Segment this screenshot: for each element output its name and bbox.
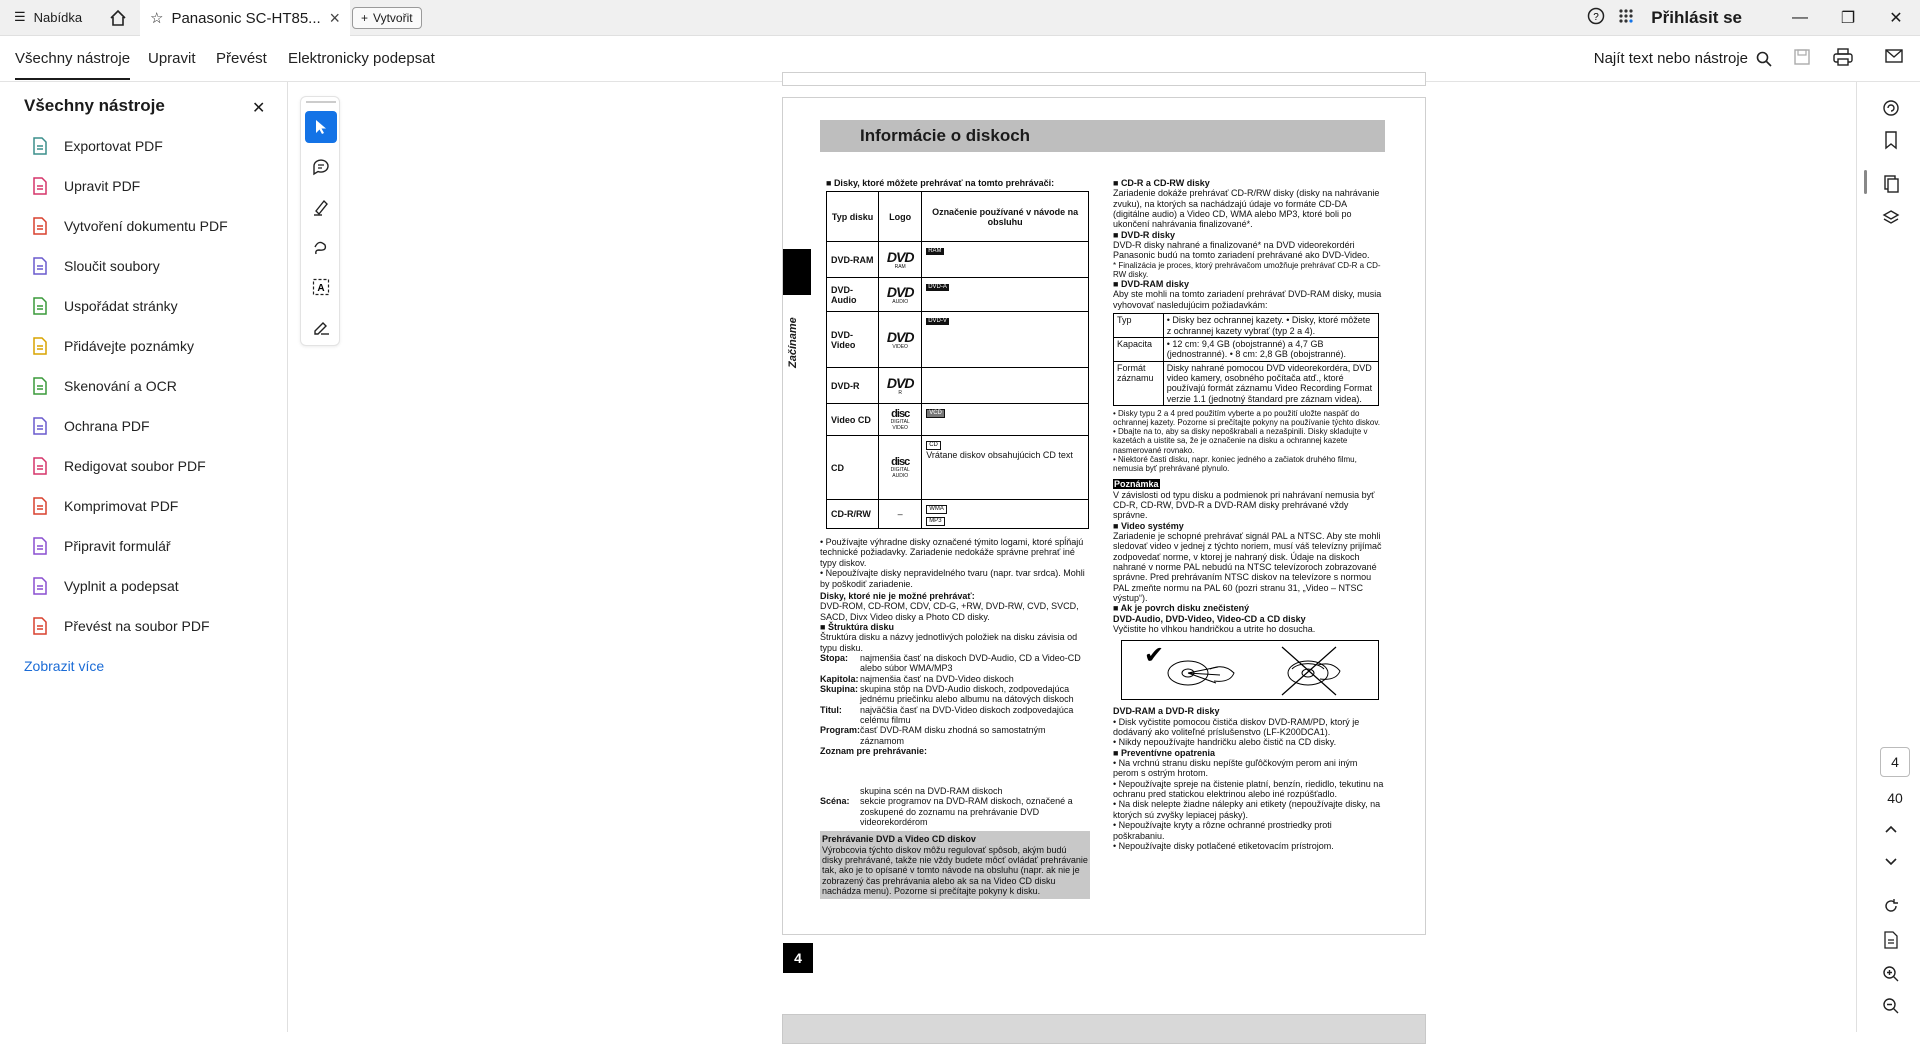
tool-label: Připravit formulář <box>64 538 171 554</box>
logo-text: DVD <box>886 328 914 345</box>
definition-term: Scéna: <box>820 796 850 807</box>
tool-label: Přidávejte poznámky <box>64 338 194 354</box>
list-item: • Nepoužívajte disky potlačené etiketovacím prístrojom. <box>1113 840 1334 851</box>
tool-compress-pdf[interactable] <box>30 486 228 526</box>
scrollbar-thumb[interactable] <box>1864 170 1867 194</box>
list-item: • Disk vyčistite pomocou čističa diskov DVD-RAM/PD, ktorý je dodávaný ako voliteľné príslušenstvo (LF-K200DCA1). <box>1113 716 1360 738</box>
logo-text: DVD <box>886 283 914 300</box>
list-item: • Používajte výhradne disky označené týmito logami, ktoré spĺňajú technické požiadavky. Zariadenie nedokáže správne prehrať iné typy diskov. <box>820 537 1084 568</box>
bullet-text: Disky typu 2 a 4 pred použitím vyberte a po použití uložte naspäť do ochrannej kazety. Pozorne si prečítajte pokyny na používanie týchto diskov. <box>1113 408 1380 428</box>
create-label: Vytvořit <box>373 11 413 25</box>
hamburger-icon: ☰ <box>14 9 26 24</box>
close-panel-icon[interactable]: ✕ <box>252 100 266 117</box>
definition-item <box>820 684 1090 705</box>
dirty-subheading: DVD-Audio, DVD-Video, Video-CD a CD disky <box>1113 613 1306 624</box>
close-tab-icon[interactable]: × <box>329 7 340 28</box>
logo-sub: RAM <box>894 264 906 271</box>
apps-icon[interactable] <box>1611 8 1641 29</box>
req-key: Formát záznamu <box>1114 361 1164 405</box>
definition-term: Stopa: <box>820 652 848 663</box>
scroll-up-icon[interactable] <box>1879 817 1903 841</box>
bullet-text: Nikdy nepoužívajte handričku alebo čistič na CD disky. <box>1118 737 1337 748</box>
disc-type: CD-R/RW <box>827 500 879 529</box>
dirty-text: Vyčistite ho vlhkou handričkou a utrite ho dosucha. <box>1113 624 1316 635</box>
tool-label: Upravit PDF <box>64 178 141 194</box>
definition-desc: najmenšia časť na DVD-Video diskoch <box>860 673 1014 684</box>
mark-badge: DVD-V <box>928 318 947 325</box>
list-item: • Nepoužívajte kryty a rôzne ochranné prostriedky proti poškrabaniu. <box>1113 820 1332 841</box>
definition-item <box>820 746 1090 796</box>
tool-label: Skenování a OCR <box>64 378 177 394</box>
fill-sign-icon <box>30 576 50 596</box>
requirements-table <box>1113 313 1379 406</box>
col-header: Typ disku <box>827 192 879 242</box>
disc-type: DVD-Audio <box>827 278 879 312</box>
req-value: • 12 cm: 9,4 GB (obojstranné) a 4,7 GB (jednostranné). • 8 cm: 2,8 GB (obojstranné). <box>1163 337 1378 361</box>
next-page-edge <box>782 1014 1426 1044</box>
tool-label: Vyplnit a podepsat <box>64 578 179 594</box>
prepare-form-icon <box>30 536 50 556</box>
help-icon[interactable] <box>1581 7 1611 30</box>
right-rail <box>1856 82 1920 1032</box>
table-row <box>827 404 1089 436</box>
tool-create-pdf[interactable] <box>30 206 228 246</box>
tools-panel-title: Všechny nástroje <box>24 96 165 115</box>
bullet-text: Niektoré časti disku, napr. koniec jedného a začiatok druhého filmu, nemusia byť prehrávané plynulo. <box>1113 454 1357 474</box>
comment-icon <box>30 336 50 356</box>
mark-badge: WMA <box>926 505 947 514</box>
col-header: Označenie používané v návode na obsluhu <box>922 192 1089 242</box>
tab-e-sign[interactable]: Elektronicky podepsat <box>288 50 435 67</box>
highlight-tool-icon[interactable] <box>305 191 337 223</box>
save-icon[interactable] <box>1793 48 1811 71</box>
tool-organize-pages[interactable] <box>30 286 228 326</box>
bullet-text: Používajte výhradne disky označené týmito logami, ktoré spĺňajú technické požiadavky. Zariadenie nedokáže správne prehrať iné typy diskov. <box>820 537 1084 568</box>
create-button[interactable] <box>352 7 422 29</box>
definition-desc: sekcie programov na DVD-RAM diskoch, označené a zoskupené do zoznamu na prehrávanie DVD videorekordérom <box>860 796 1073 828</box>
dvdr-heading: ■ DVD-R disky <box>1113 230 1385 240</box>
tool-label: Uspořádat stránky <box>64 298 178 314</box>
box-text: Výrobcovia týchto diskov môžu regulovať spôsob, akým budú disky prehrávané, takže nie vždy budete môcť ovládať prehrávanie tak, ako je to opísané v tomto návode na obsluhu (napr. ak nie je zobrazený čas prehrávania alebo ak sa na Video CD disku nachádza menu). Pozorne si prečítajte pokyny k disku. <box>822 844 1088 897</box>
playable-heading: ■ Disky, ktoré môžete prehrávať na tomto prehrávači: <box>826 178 1090 188</box>
bullet-text: Nepoužívajte disky potlačené etiketovacím prístrojom. <box>1118 840 1334 851</box>
tool-label: Exportovat PDF <box>64 138 163 154</box>
logo-text: DVD <box>886 248 914 265</box>
definition-list <box>820 653 1090 827</box>
logo-text: disc <box>891 455 910 468</box>
list-item: • Na disk nelepte žiadne nálepky ani etikety (nepoužívajte disky, na ktorých sú zvyšky lepiacej pásky). <box>1113 799 1381 820</box>
menu-label: Nabídka <box>33 9 83 25</box>
plus-icon: + <box>361 11 369 25</box>
show-more-link[interactable]: Zobrazit více <box>24 658 105 674</box>
tool-label: Ochrana PDF <box>64 418 150 434</box>
list-item: • Dbajte na to, aby sa disky nepoškrabali a nezašpinili. Disky skladujte v kazetách a uistite sa, že je označenie na disku a ochrannej kazete nasmerované rovnako. <box>1113 427 1368 455</box>
list-item: • Nepoužívajte spreje na čistenie platní, benzín, riedidlo, tekutinu na ochranu pred statickou elektrinou alebo iné rozpúšťadlo. <box>1113 778 1384 800</box>
table-row <box>1114 337 1379 361</box>
logo-sub: R <box>898 390 902 397</box>
title-bar <box>0 0 1920 36</box>
table-row <box>827 242 1089 278</box>
table-row <box>827 312 1089 368</box>
svg-text:A: A <box>317 283 325 294</box>
disc-type: DVD-Video <box>827 312 879 368</box>
comment-tool-icon[interactable] <box>305 151 337 183</box>
definition-term: Program: <box>820 725 861 736</box>
document-viewer <box>289 82 1856 1032</box>
scroll-down-icon[interactable] <box>1879 850 1903 874</box>
dvd-logo <box>879 278 922 312</box>
page-fit-icon[interactable] <box>1879 928 1903 952</box>
logo-sub: DIGITAL AUDIO <box>890 467 910 480</box>
cdr-heading: ■ CD-R a CD-RW disky <box>1113 178 1385 188</box>
find-tools[interactable] <box>1594 50 1772 67</box>
tool-list <box>30 126 228 646</box>
tool-label: Převést na soubor PDF <box>64 618 210 634</box>
note-label: Poznámka <box>1114 479 1159 490</box>
dvdram-heading: ■ DVD-RAM disky <box>1113 279 1385 289</box>
svg-text:?: ? <box>1593 11 1600 23</box>
ai-assistant-icon[interactable] <box>1879 96 1903 120</box>
disc-type: DVD-RAM <box>827 242 879 278</box>
redact-icon <box>30 456 50 476</box>
definition-term: Skupina: <box>820 683 859 694</box>
compact-disc-logo <box>879 436 922 500</box>
tab-title: Panasonic SC-HT85... <box>171 9 321 27</box>
precautions-heading: ■ Preventívne opatrenia <box>1113 748 1385 758</box>
zoom-in-icon[interactable] <box>1879 962 1903 986</box>
dirty-heading: ■ Ak je povrch disku znečistený <box>1113 603 1385 613</box>
sign-tool-icon[interactable] <box>305 311 337 343</box>
playback-note-box <box>820 831 1090 899</box>
draw-tool-icon[interactable] <box>305 231 337 263</box>
table-row <box>827 436 1089 500</box>
table-row <box>827 500 1089 529</box>
sign-in-button[interactable]: Přihlásit se <box>1651 8 1742 27</box>
table-row <box>1114 361 1379 405</box>
section-side-label: Začíname <box>787 317 799 368</box>
svg-text:✔: ✔ <box>1144 641 1165 670</box>
disc-cleaning-illustration <box>1121 640 1379 700</box>
page-heading: Informácie o diskoch <box>820 120 1385 152</box>
bullet-text: Nepoužívajte kryty a rôzne ochranné prostriedky proti poškrabaniu. <box>1113 820 1332 841</box>
select-tool-icon[interactable] <box>305 111 337 143</box>
total-pages: 40 <box>1887 790 1903 806</box>
logo-text: DVD <box>886 374 914 391</box>
logo-text: – <box>879 500 922 529</box>
tool-label: Komprimovat PDF <box>64 498 179 514</box>
dvd-logo <box>879 242 922 278</box>
compress-pdf-icon <box>30 496 50 516</box>
req-value: Disky nahrané pomocou DVD videorekordéra, DVD video kamery, osobného počítača atď., ktoré používajú formát záznamu Video Recording Format verzie 1.1 (jednotný štandard pre záznam videa). <box>1163 361 1378 405</box>
not-playable-text: DVD-ROM, CD-ROM, CDV, CD-G, +RW, DVD-RW, CVD, SVCD, SACD, Divx Video disky a Photo CD disky. <box>820 601 1079 622</box>
pdf-page <box>782 97 1426 966</box>
tool-fill-sign[interactable] <box>30 566 228 606</box>
tool-label: Redigovat soubor PDF <box>64 458 206 474</box>
dvdram-text: Aby ste mohli na tomto zariadení prehrávať DVD-RAM disky, musia vyhovovať nasledujúcim požiadavkám: <box>1113 289 1382 310</box>
definition-item <box>820 725 1090 746</box>
menu-button[interactable] <box>14 9 82 25</box>
col-header: Logo <box>879 192 922 242</box>
mark-note: Vrátane diskov obsahujúcich CD text <box>926 450 1073 461</box>
pages-thumbnails-icon[interactable] <box>1879 172 1903 196</box>
combine-files-icon <box>30 256 50 276</box>
structure-heading: ■ Štruktúra disku <box>820 622 1090 632</box>
quick-tools-bar <box>300 96 340 346</box>
definition-term: Zoznam pre prehrávanie: <box>820 746 928 756</box>
email-icon[interactable] <box>1885 48 1903 69</box>
list-item: • Nepoužívajte disky nepravidelného tvaru (napr. tvar srdca). Mohli by poškodiť zariadenie. <box>820 568 1085 589</box>
mark-badge: VCD <box>926 409 945 418</box>
ram-r-heading: DVD-RAM a DVD-R disky <box>1113 706 1220 717</box>
tool-prepare-form[interactable] <box>30 526 228 566</box>
dvd-logo <box>879 312 922 368</box>
drag-handle[interactable] <box>306 101 336 103</box>
definition-desc: skupina stôp na DVD-Audio diskoch, zodpovedajúca jednému priečinku alebo albumu na dátových diskoch <box>860 683 1074 705</box>
print-icon[interactable] <box>1833 48 1853 71</box>
bookmark-icon[interactable] <box>1879 128 1903 152</box>
pdf-page-number: 4 <box>783 943 813 973</box>
tool-comment[interactable] <box>30 326 228 366</box>
tool-scan-ocr[interactable] <box>30 366 228 406</box>
disc-type: CD <box>827 436 879 500</box>
cdr-text: Zariadenie dokáže prehrávať CD-R/RW disky (disky na nahrávanie zvuku), na ktorých sa nachádzajú údaje vo formáte CD-DA (digitálne audio) a Video CD, WMA alebo MP3, ktoré boli po ukončení nahrávania finalizované*. <box>1113 188 1380 230</box>
definition-item <box>820 653 1090 674</box>
table-row <box>827 278 1089 312</box>
definition-desc: skupina scén na DVD-RAM diskoch <box>860 786 1003 796</box>
mark-badge: DVD-A <box>928 284 947 291</box>
mark-badge: RAM <box>928 248 942 255</box>
definition-term: Kapitola: <box>820 673 859 684</box>
bullet-text: Nepoužívajte spreje na čistenie platní, benzín, riedidlo, tekutinu na ochranu pred statickou elektrinou alebo iné rozpúšťadlo. <box>1113 778 1384 800</box>
not-playable-heading: Disky, ktoré nie je možné prehrávať: <box>820 590 975 601</box>
finalize-note: * Finalizácia je proces, ktorý prehrávačom umožňuje prehrávať CD-R a CD-RW disky. <box>1113 260 1381 279</box>
zoom-out-icon[interactable] <box>1879 994 1903 1018</box>
bullet-text: Na disk nelepte žiadne nálepky ani etikety (nepoužívajte disky, na ktorých sú zvyšky lepiacej pásky). <box>1113 799 1381 820</box>
scan-ocr-icon <box>30 376 50 396</box>
list-item: • Disky typu 2 a 4 pred použitím vyberte a po použití uložte naspäť do ochrannej kazety. Pozorne si prečítajte pokyny na používanie týchto diskov. <box>1113 408 1380 428</box>
table-row <box>1114 314 1379 338</box>
ram-bullets <box>1113 409 1385 473</box>
tool-label: Sloučit soubory <box>64 258 160 274</box>
current-page-input[interactable]: 4 <box>1880 747 1910 777</box>
bullet-text: Nepoužívajte disky nepravidelného tvaru (napr. tvar srdca). Mohli by poškodiť zariadenie. <box>820 568 1085 589</box>
convert-pdf-icon <box>30 616 50 636</box>
restore-icon[interactable]: ❐ <box>1840 10 1856 27</box>
tool-protect-pdf[interactable] <box>30 406 228 446</box>
definition-item <box>820 705 1090 726</box>
tool-edit-pdf[interactable] <box>30 166 228 206</box>
table-row <box>827 368 1089 404</box>
definition-desc: najväčšia časť na DVD-Video diskoch zodpovedajúca celému filmu <box>860 704 1074 725</box>
document-tab[interactable] <box>140 0 350 36</box>
section-tab-marker <box>783 249 811 295</box>
tools-panel <box>0 82 288 1032</box>
definition-desc: časť DVD-RAM disku zhodná so samostatným záznamom <box>860 725 1046 746</box>
tool-convert-pdf[interactable] <box>30 606 228 646</box>
logo-sub: AUDIO <box>892 299 909 306</box>
definition-item <box>820 674 1090 684</box>
layers-icon[interactable] <box>1879 206 1903 230</box>
video-text: Zariadenie je schopné prehrávať signál PAL a NTSC. Aby ste mohli sledovať video v jednej z týchto noriem, musí váš televízny prijímač zodpovedať norme, v ktorej je nahraný disk. Údaje na diskoch nahrané v norme PAL nebudú na NTSC televízoroch zobrazované správne. Pred prehrávaním NTSC diskov na televízore s normou PAL zmeňte normu na PAL 60 (pozri stranu 31, „Video – NTSC výstup“). <box>1113 530 1382 603</box>
definition-term: Titul: <box>820 704 842 715</box>
tab-all-tools[interactable]: Všechny nástroje <box>15 50 130 80</box>
list-item: • Niektoré časti disku, napr. koniec jedného a začiatok druhého filmu, nemusia byť prehrávané plynulo. <box>1113 454 1357 474</box>
req-value: • Disky bez ochrannej kazety. • Disky, ktoré môžete z ochrannej kazety vybrať (typ 2 a 4). <box>1163 314 1378 338</box>
disc-table <box>826 191 1089 529</box>
protect-pdf-icon <box>30 416 50 436</box>
box-title: Prehrávanie DVD a Video CD diskov <box>822 834 976 845</box>
mark-badge: CD <box>926 441 941 450</box>
previous-page-edge <box>782 72 1426 86</box>
req-key: Kapacita <box>1114 337 1164 361</box>
disc-type: Video CD <box>827 404 879 436</box>
tool-combine-files[interactable] <box>30 246 228 286</box>
tab-edit[interactable]: Upravit <box>148 50 196 67</box>
logo-sub: DIGITAL VIDEO <box>890 419 910 432</box>
star-icon[interactable]: ☆ <box>150 10 164 27</box>
list-item: • Na vrchnú stranu disku nepíšte guľôčkovým perom ani iným perom s ostrým hrotom. <box>1113 758 1358 779</box>
text-recognition-icon[interactable] <box>305 271 337 303</box>
definition-item <box>820 796 1090 827</box>
req-key: Typ <box>1114 314 1164 338</box>
bullet-text: Na vrchnú stranu disku nepíšte guľôčkovým perom ani iným perom s ostrým hrotom. <box>1113 758 1358 779</box>
minimize-icon[interactable]: — <box>1792 9 1808 26</box>
tool-label: Vytvoření dokumentu PDF <box>64 218 228 234</box>
definition-desc: najmenšia časť na diskoch DVD-Audio, CD a Video-CD alebo súbor WMA/MP3 <box>860 652 1081 674</box>
bullet-text: Dbajte na to, aby sa disky nepoškrabali a nezašpinili. Disky skladujte v kazetách a uistite sa, že je označenie na disku a ochrannej kazete nasmerované rovnako. <box>1113 427 1368 455</box>
close-window-icon[interactable]: ✕ <box>1889 10 1903 27</box>
home-icon[interactable] <box>108 8 128 33</box>
logo-sub: VIDEO <box>892 344 908 351</box>
bullet-text: Disk vyčistite pomocou čističa diskov DVD-RAM/PD, ktorý je dodávaný ako voliteľné príslušenstvo (LF-K200DCA1). <box>1113 716 1360 738</box>
left-column <box>820 178 1090 899</box>
rotate-icon[interactable] <box>1879 894 1903 918</box>
disc-type: DVD-R <box>827 368 879 404</box>
structure-text: Štruktúra disku a názvy jednotlivých položiek na disku závisia od typu disku. <box>820 632 1078 653</box>
tab-convert[interactable]: Převést <box>216 50 267 67</box>
list-item: • Nikdy nepoužívajte handričku alebo čistič na CD disky. <box>1113 737 1337 748</box>
export-pdf-icon <box>30 136 50 156</box>
logo-text: disc <box>891 407 910 420</box>
mark-badge: MP3 <box>926 517 944 526</box>
note-text: V závislosti od typu disku a podmienok pri nahrávaní nemusia byť CD-R, CD-RW, DVD-R a DVD-RAM disky prehrávané vždy správne. <box>1113 489 1375 521</box>
usage-bullets <box>820 537 1090 589</box>
create-pdf-icon <box>30 216 50 236</box>
search-icon <box>1756 51 1772 67</box>
dvdr-text: DVD-R disky nahrané a finalizované* na DVD videorekordéri Panasonic budú na tomto zariadení prehrávané ako DVD-Video. <box>1113 240 1370 261</box>
find-label: Najít text nebo nástroje <box>1593 50 1748 67</box>
tool-redact[interactable] <box>30 446 228 486</box>
compact-disc-logo <box>879 404 922 436</box>
tool-export-pdf[interactable] <box>30 126 228 166</box>
edit-pdf-icon <box>30 176 50 196</box>
dvd-logo <box>879 368 922 404</box>
organize-pages-icon <box>30 296 50 316</box>
right-column <box>1113 178 1385 851</box>
video-heading: ■ Video systémy <box>1113 521 1385 531</box>
